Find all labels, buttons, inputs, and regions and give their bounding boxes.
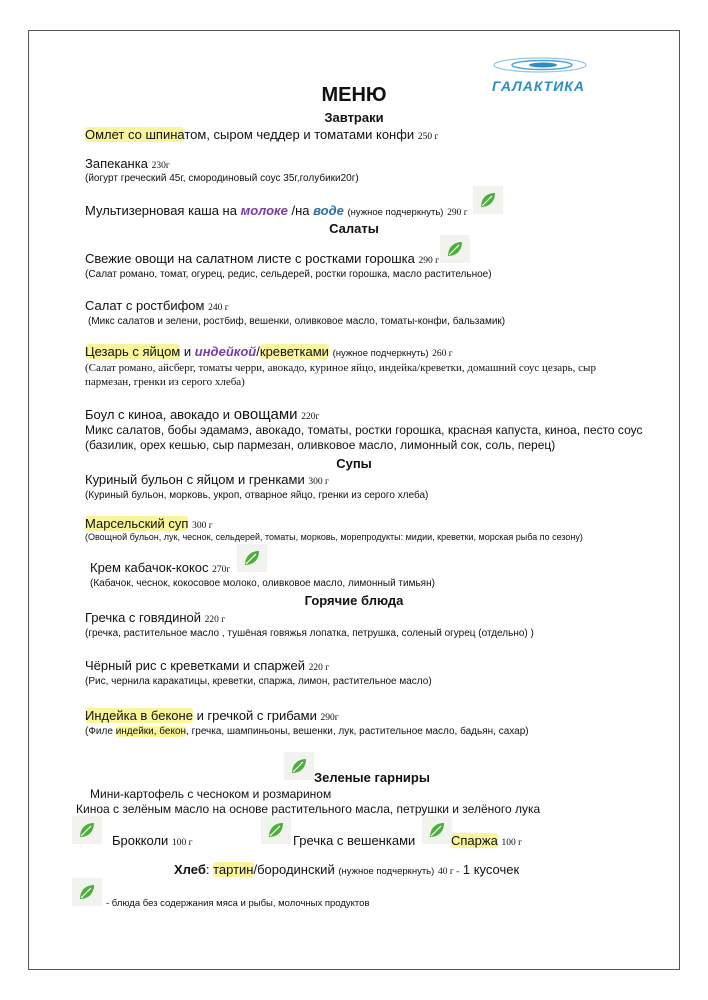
item-bowl: Боул с киноа, авокадо и овощами 220г <box>85 406 320 423</box>
leaf-icon <box>473 186 503 214</box>
item-turkey-desc: (Филе индейки, бекон, гречка, шампиньоны, вешенки, лук, растительное масло, бадьян, сахар) <box>85 726 529 737</box>
item-rostbif: Салат с ростбифом 240 г <box>85 298 229 313</box>
item-quinoa: Киноа с зелёным масло на основе растительного масла, петрушки и зелёного лука <box>76 802 541 816</box>
item-broccoli: Брокколи 100 г <box>112 833 193 848</box>
section-breakfast: Завтраки <box>324 110 384 125</box>
section-garnish: Зеленые гарниры <box>314 770 430 785</box>
section-hot: Горячие блюда <box>304 593 404 608</box>
item-zapekanka-desc: (йогурт греческий 45г, смородиновый соус 35г,голубики20г) <box>85 173 359 184</box>
item-rostbif-desc: (Микс салатов и зелени, ростбиф, вешенки, оливковое масло, томаты-конфи, бальзамик) <box>88 316 506 327</box>
logo-swirl-icon <box>490 52 590 78</box>
item-asparagus: Спаржа 100 г <box>451 833 522 848</box>
item-marseille-desc: (Овощной бульон, лук, чеснок, сельдерей, томаты, морковь, морепродукты: мидии, креветки, морская рыба по сезону) <box>85 532 583 542</box>
item-cream: Крем кабачок-кокос 270г <box>90 560 231 575</box>
leaf-icon <box>72 878 102 906</box>
leaf-icon <box>440 235 470 263</box>
item-bread: Хлеб: тартин/бородинский (нужное подчеркнуть) 40 г - 1 кусочек <box>174 862 520 877</box>
item-caesar-desc1: (Салат романо, айсберг, томаты черри, авокадо, куриное яйцо, индейка/креветки, домашний соус цезарь, сыр <box>85 362 596 374</box>
item-potato: Мини-картофель с чесноком и розмарином <box>90 787 332 801</box>
item-zapekanka: Запеканка 230г <box>85 156 170 171</box>
leaf-icon <box>237 544 267 572</box>
leaf-icon <box>72 816 102 844</box>
item-vegetables-desc: (Салат романо, томат, огурец, редис, сельдерей, ростки горошка, масло растительное) <box>85 269 492 280</box>
item-rice-desc: (Рис, чернила каракатицы, креветки, спаржа, лимон, растительное масло) <box>85 676 432 687</box>
item-omelet-highlight: Омлет со шпина <box>85 127 185 142</box>
item-omelet: Омлет со шпинатом, сыром чеддер и томатами конфи 250 г <box>85 127 439 142</box>
item-bowl-desc2: (базилик, орех кешью, сыр пармезан, оливковое масло, лимонный сок, соль, перец) <box>85 438 556 452</box>
item-kasha: Мультизерновая каша на молоке /на воде (нужное подчеркнуть) 290 г <box>85 203 468 218</box>
legend-text: - блюда без содержания мяса и рыбы, молочных продуктов <box>106 898 370 909</box>
item-grechka-desc: (гречка, растительное масло , тушёная говяжья лопатка, петрушка, соленый огурец (отдельно) ) <box>85 628 534 639</box>
leaf-icon <box>284 752 314 780</box>
item-rice: Чёрный рис с креветками и спаржей 220 г <box>85 658 330 673</box>
section-soups: Супы <box>336 456 372 471</box>
item-buckwheat-mush: Гречка с вешенками <box>293 833 416 848</box>
item-cream-desc: (Кабачок, чеснок, кокосовое молоко, оливковое масло, лимонный тимьян) <box>90 578 435 589</box>
item-vegetables: Свежие овощи на салатном листе с ростками горошка 290 г <box>85 251 439 266</box>
menu-title: МЕНЮ <box>321 84 387 106</box>
item-caesar: Цезарь с яйцом и индейкой/креветками (нужное подчеркнуть) 260 г <box>85 344 453 359</box>
item-turkey: Индейка в беконе и гречкой с грибами 290г <box>85 708 339 723</box>
section-salads: Салаты <box>329 221 379 236</box>
item-bouillon: Куриный бульон с яйцом и гренками 300 г <box>85 472 329 487</box>
leaf-icon <box>422 816 452 844</box>
logo-text: ГАЛАКТИКА <box>492 78 586 94</box>
leaf-icon <box>261 816 291 844</box>
item-bouillon-desc: (Куриный бульон, морковь, укроп, отварное яйцо, гренки из серого хлеба) <box>85 490 429 501</box>
item-bowl-desc1: Микс салатов, бобы эдамамэ, авокадо, томаты, ростки горошка, красная капуста, киноа, песто соус <box>85 423 643 437</box>
item-grechka: Гречка с говядиной 220 г <box>85 610 226 625</box>
item-caesar-desc2: пармезан, гренки из серого хлеба) <box>85 376 245 388</box>
item-marseille: Марсельский суп 300 г <box>85 516 213 531</box>
